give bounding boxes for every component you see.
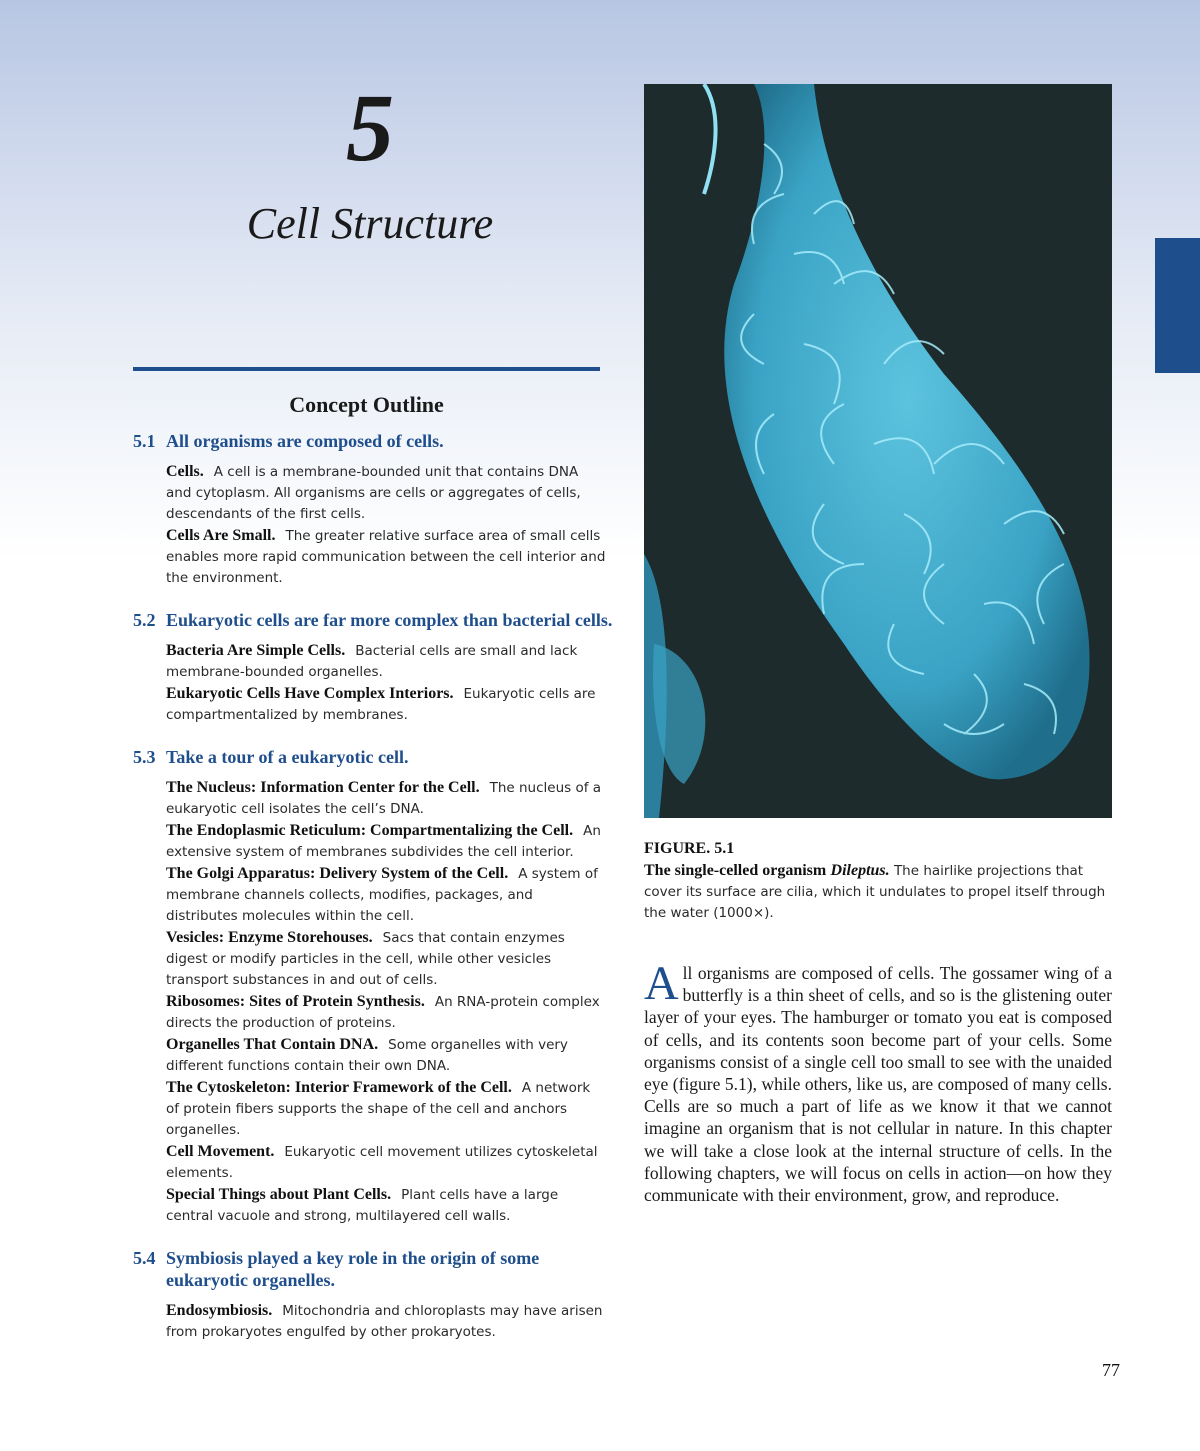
section-number: 5.4	[133, 1248, 156, 1268]
outline-entry	[166, 683, 606, 726]
entry-text: A system of membrane channels collects, modifies, packages, and distributes molecules within the cell.	[166, 866, 598, 924]
entry-text: A network of protein fibers supports the shape of the cell and anchors organelles.	[166, 1080, 591, 1138]
outline-entry	[166, 991, 606, 1034]
entry-title: The Cytoskeleton: Interior Framework of the Cell.	[166, 1079, 512, 1096]
entry-text: The greater relative surface area of small cells enables more rapid communication between the cell interior and the environment.	[166, 528, 606, 586]
entry-title: Ribosomes: Sites of Protein Synthesis.	[166, 993, 425, 1010]
outline-entry	[166, 777, 606, 820]
entry-text: An RNA-protein complex directs the production of proteins.	[166, 994, 600, 1031]
entry-title: Special Things about Plant Cells.	[166, 1186, 392, 1203]
outline-entry	[166, 863, 606, 927]
intro-text: ll organisms are composed of cells. The gossamer wing of a butterfly is a thin sheet of cells, and so is the glistening outer layer of your eyes. The hamburger or tomato you eat is composed of cells, and its contents soon become part of your cells. Some organisms consist of a single cell too small to see with the unaided eye (figure 5.1), while others, like us, are composed of many cells. Cells are so much a part of life as we know it that we cannot imagine an organism that is not cellular in nature. In this chapter we will take a close look at the internal structure of cells. In the following chapters, we will focus on cells in action—on how they communicate with their environment, grow, and reproduce.	[644, 963, 1112, 1206]
chapter-title: Cell Structure	[246, 199, 494, 248]
page-number: 77	[1102, 1360, 1120, 1380]
outline-entry	[166, 927, 606, 991]
entry-title: The Endoplasmic Reticulum: Compartmentalizing the Cell.	[166, 822, 574, 839]
entry-title: The Golgi Apparatus: Delivery System of the Cell.	[166, 865, 509, 882]
entry-text: Mitochondria and chloroplasts may have arisen from prokaryotes engulfed by other prokaryotes.	[166, 1303, 603, 1340]
entry-title: The Nucleus: Information Center for the Cell.	[166, 779, 480, 796]
outline-entry	[166, 1141, 606, 1184]
entry-title: Vesicles: Enzyme Storehouses.	[166, 929, 373, 946]
section-heading	[133, 430, 613, 452]
dileptus-micrograph	[644, 84, 1112, 818]
outline-entry	[166, 1184, 606, 1227]
concept-outline-heading: Concept Outline	[289, 392, 444, 417]
outline-section	[133, 746, 613, 1227]
section-title: Symbiosis played a key role in the origin of some eukaryotic organelles.	[166, 1248, 540, 1290]
outline-entry	[166, 1300, 606, 1343]
entry-text: Eukaryotic cells are compartmentalized by membranes.	[166, 686, 596, 723]
outline-rule	[133, 367, 600, 371]
figure-5-1-image	[644, 84, 1112, 818]
outline-entry	[166, 1034, 606, 1077]
outline-entry	[166, 1077, 606, 1141]
entry-text: Some organelles with very different functions contain their own DNA.	[166, 1037, 568, 1074]
entry-title: Eukaryotic Cells Have Complex Interiors.	[166, 685, 454, 702]
outline-entry	[166, 820, 606, 863]
entry-title: Cells.	[166, 463, 204, 480]
entry-text: An extensive system of membranes subdivides the cell interior.	[166, 823, 601, 860]
section-title: All organisms are composed of cells.	[166, 431, 444, 451]
chapter-thumb-tab	[1155, 238, 1200, 373]
outline-entry	[166, 640, 606, 683]
section-heading	[133, 746, 613, 768]
outline-entry	[166, 525, 606, 589]
section-number: 5.1	[133, 431, 156, 451]
entry-text: Eukaryotic cell movement utilizes cytoskeletal elements.	[166, 1144, 598, 1181]
section-number: 5.3	[133, 747, 156, 767]
entry-title: Endosymbiosis.	[166, 1302, 273, 1319]
chapter-number: 5	[346, 74, 394, 181]
figure-label: FIGURE. 5.1	[644, 840, 735, 857]
outline-section	[133, 1247, 613, 1343]
entry-text: Sacs that contain enzymes digest or modify particles in the cell, while other vesicles transport substances in and out of cells.	[166, 930, 565, 988]
section-title: Take a tour of a eukaryotic cell.	[166, 747, 409, 767]
outline-entry	[166, 461, 606, 525]
entry-title: Cells Are Small.	[166, 527, 276, 544]
figure-caption-text	[644, 860, 1114, 924]
entry-title: Organelles That Contain DNA.	[166, 1036, 379, 1053]
entry-text: Plant cells have a large central vacuole and strong, multilayered cell walls.	[166, 1187, 559, 1224]
entry-text: A cell is a membrane-bounded unit that contains DNA and cytoplasm. All organisms are cells or aggregates of cells, descendants of the first cells.	[166, 464, 581, 522]
section-number: 5.2	[133, 610, 156, 630]
figure-caption-organism: Dileptus.	[830, 862, 890, 879]
intro-paragraph	[644, 957, 1112, 1206]
entry-title: Bacteria Are Simple Cells.	[166, 642, 346, 659]
entry-title: Cell Movement.	[166, 1143, 275, 1160]
drop-cap: A	[644, 957, 679, 1010]
concept-outline	[133, 430, 613, 1363]
entry-text: Bacterial cells are small and lack membrane-bounded organelles.	[166, 643, 578, 680]
outline-section	[133, 430, 613, 589]
figure-caption-description: The hairlike projections that cover its surface are cilia, which it undulates to propel itself through the water (1000×).	[644, 863, 1106, 921]
figure-caption-bold: The single-celled organism	[644, 862, 827, 879]
entry-text: The nucleus of a eukaryotic cell isolates the cell’s DNA.	[166, 780, 602, 817]
section-title: Eukaryotic cells are far more complex than bacterial cells.	[166, 610, 613, 630]
section-heading	[133, 1247, 613, 1291]
outline-section	[133, 609, 613, 726]
figure-caption	[644, 838, 1114, 924]
section-heading	[133, 609, 613, 631]
